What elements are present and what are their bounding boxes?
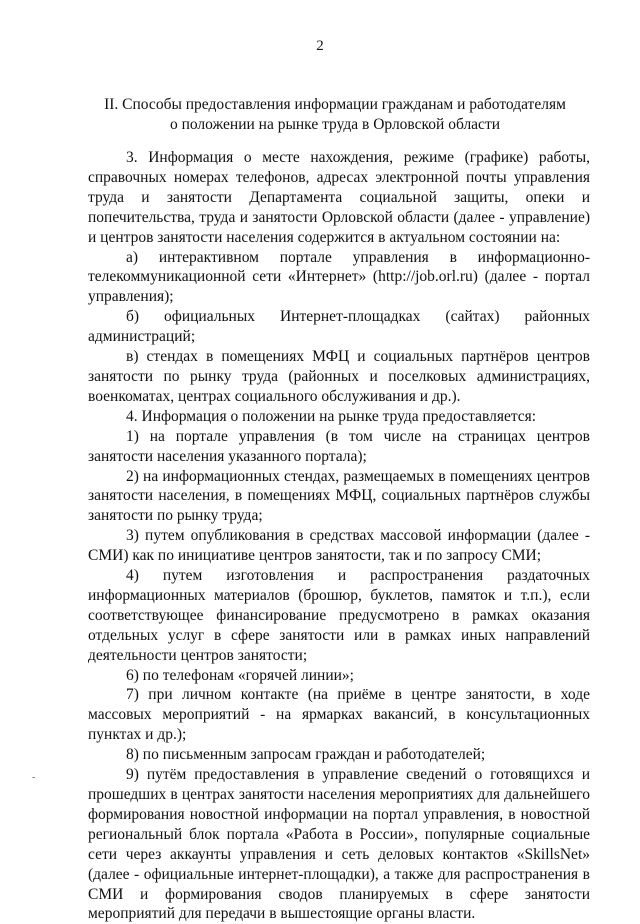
paragraph-4-3: 3) путем опубликования в средствах массовой информации (далее - СМИ) как по инициативе центров занятости, так и по запросу СМИ;: [88, 527, 590, 565]
paragraph-4-4: 4) путем изготовления и распространения раздаточных информационных материалов (брошюр, буклетов, памяток и т.п.), если соответствующее финансирование предусмотрено в рамках оказания отдельных услуг в сфере занятости или в рамках иных направлений деятельности центров занятости;: [88, 567, 590, 664]
paragraph-4-6: 6) по телефонам «горячей линии»;: [126, 666, 354, 684]
scan-mark: -: [32, 772, 36, 783]
paragraph-4-8: 8) по письменным запросам граждан и работодателей;: [126, 746, 486, 764]
paragraph-4-1: 1) на портале управления (в том числе на страницах центров занятости населения указанного портала);: [88, 427, 590, 465]
document-body: [88, 148, 590, 924]
heading-line-2: о положении на рынке труда в Орловской области: [169, 116, 501, 133]
heading-line-1: II. Способы предоставления информации гражданам и работодателям: [104, 96, 566, 113]
section-heading: [60, 95, 610, 135]
paragraph-4: 4. Информация о положении на рынке труда предоставляется:: [126, 407, 537, 425]
paragraph-3c: в) стендах в помещениях МФЦ и социальных партнёров центров занятости по рынку труда (районных и поселковых администрациях, военкоматах, центрах социального обслуживания и др.).: [88, 348, 590, 405]
paragraph-4-2: 2) на информационных стендах, размещаемых в помещениях центров занятости населения, в помещениях МФЦ, социальных партнёров службы занятости по рынку труда;: [88, 467, 590, 525]
paragraph-3: 3. Информация о месте нахождения, режиме (графике) работы, справочных номерах телефонов, адресах электронной почты управления труда и занятости Департамента социальной защиты, опеки и попечительства, труда и занятости Орловской области (далее - управление) и центров занятости населения содержится в актуальном состоянии на:: [88, 149, 590, 246]
paragraph-3b: б) официальных Интернет-площадках (сайтах) районных администраций;: [88, 308, 590, 346]
paragraph-4-9: 9) путём предоставления в управление сведений о готовящихся и прошедших в центрах занятости населения мероприятиях для дальнейшего формирования новостной информации на портал управления, в новостной региональный блок портала «Работа в России», популярные социальные сети через аккаунты управления и сеть деловых контактов «SkillsNet» (далее - официальные интернет-площадки), а также для распространения в СМИ и формирования сводов планируемых в сфере занятости мероприятий для передачи в вышестоящие органы власти.: [88, 766, 590, 923]
page-number: 2: [316, 38, 324, 54]
paragraph-4-7: 7) при личном контакте (на приёме в центре занятости, в ходе массовых мероприятий - на ярмарках вакансий, в консультационных пунктах и др.);: [88, 686, 590, 744]
paragraph-3a: а) интерактивном портале управления в информационно-телекоммуникационной сети «Интернет» (http://job.orl.ru) (далее - портал управления);: [88, 248, 590, 306]
